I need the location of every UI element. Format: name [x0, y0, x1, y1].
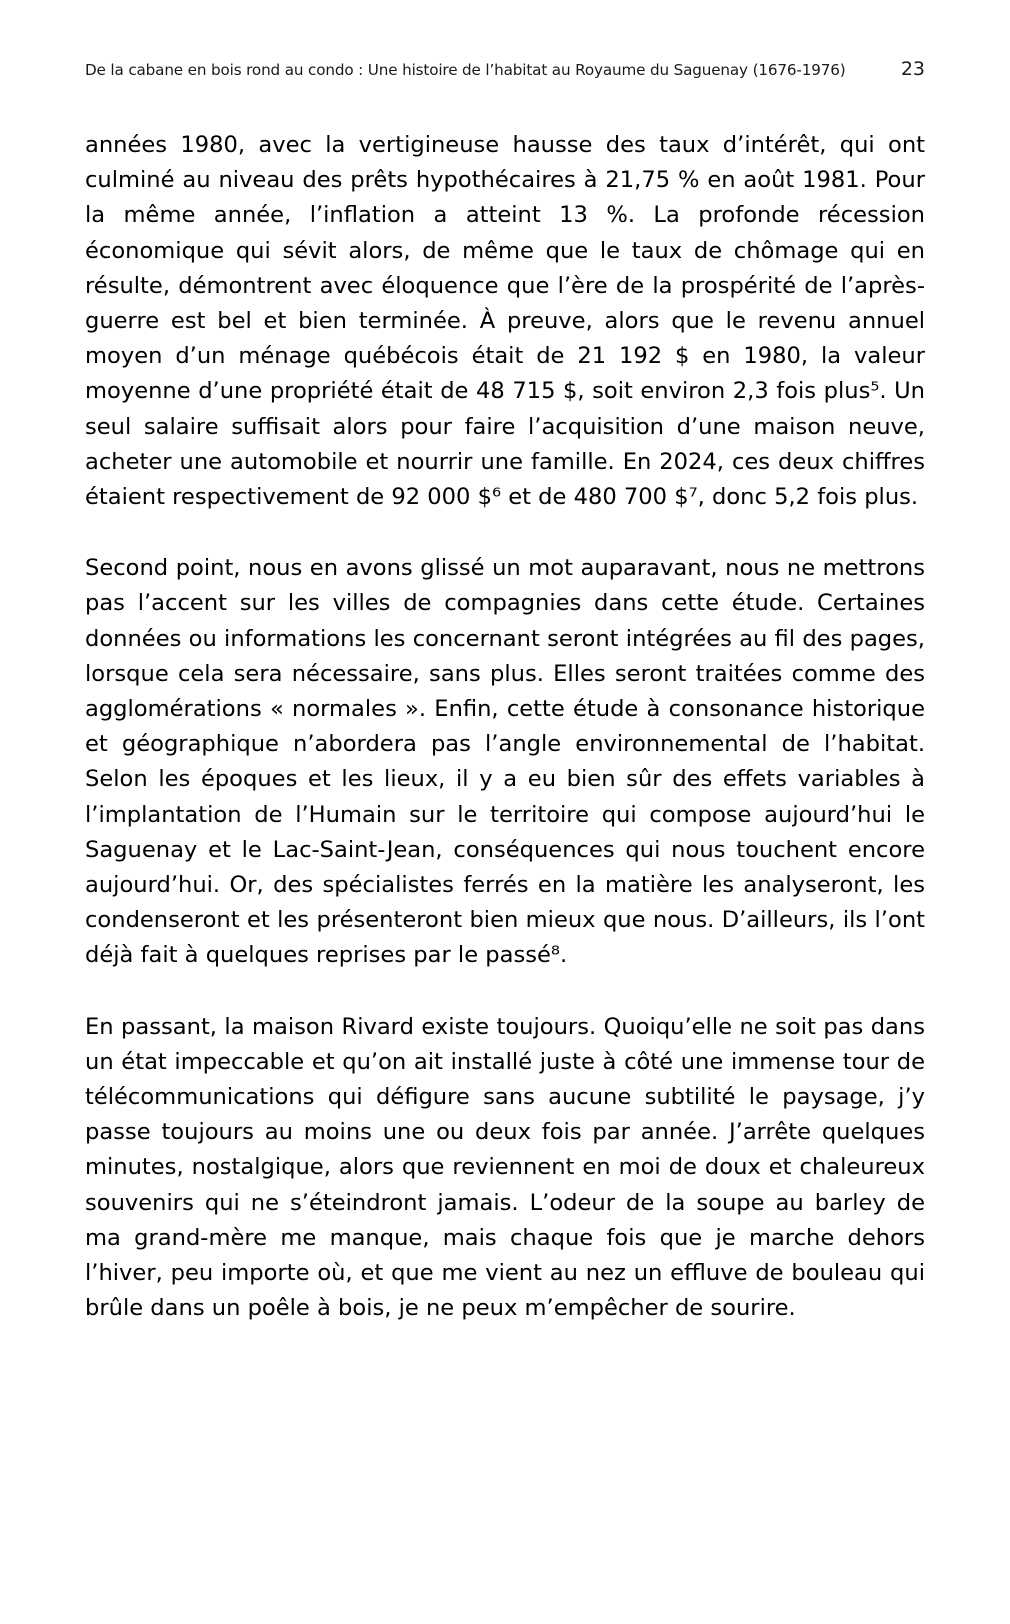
- page-number: 23: [900, 58, 925, 80]
- running-head-title: De la cabane en bois rond au condo : Une histoire de l’habitat au Royaume du Saguenay (1676-1976): [85, 61, 846, 79]
- body-text-column: [85, 128, 925, 1327]
- paragraph-1: années 1980, avec la vertigineuse hausse des taux d’intérêt, qui ont culminé au niveau des prêts hypothécaires à 21,75 % en août 1981. Pour la même année, l’inflation a atteint 13 %. La profonde récession économique qui sévit alors, de même que le taux de chômage qui en résulte, démontrent avec éloquence que l’ère de la prospérité de l’après-guerre est bel et bien terminée. À preuve, alors que le revenu annuel moyen d’un ménage québécois était de 21 192 $ en 1980, la valeur moyenne d’une propriété était de 48 715 $, soit environ 2,3 fois plus⁵. Un seul salaire suffisait alors pour faire l’acquisition d’une maison neuve, acheter une automobile et nourrir une famille. En 2024, ces deux chiffres étaient respectivement de 92 000 $⁶ et de 480 700 $⁷, donc 5,2 fois plus.: [85, 132, 925, 511]
- paragraph-3: En passant, la maison Rivard existe toujours. Quoiqu’elle ne soit pas dans un état impeccable et qu’on ait installé juste à côté une immense tour de télécommunications qui défigure sans aucune subtilité le paysage, j’y passe toujours au moins une ou deux fois par année. J’arrête quelques minutes, nostalgique, alors que reviennent en moi de doux et chaleureux souvenirs qui ne s’éteindront jamais. L’odeur de la soupe au barley de ma grand-mère me manque, mais chaque fois que je marche dehors l’hiver, peu importe où, et que me vient au nez un effluve de bouleau qui brûle dans un poêle à bois, je ne peux m’empêcher de sourire.: [85, 1013, 925, 1322]
- paragraph-2: Second point, nous en avons glissé un mot auparavant, nous ne mettrons pas l’accent sur les villes de compagnies dans cette étude. Certaines données ou informations les concernant seront intégrées au fil des pages, lorsque cela sera nécessaire, sans plus. Elles seront traitées comme des agglomérations « normales ». Enfin, cette étude à consonance historique et géographique n’abordera pas l’angle environnemental de l’habitat. Selon les époques et les lieux, il y a eu bien sûr des effets variables à l’implantation de l’Humain sur le territoire qui compose aujourd’hui le Saguenay et le Lac-Saint-Jean, conséquences qui nous touchent encore aujourd’hui. Or, des spécialistes ferrés en la matière les analyseront, les condenseront et les présenteront bien mieux que nous. D’ailleurs, ils l’ont déjà fait à quelques reprises par le passé⁸.: [85, 555, 925, 969]
- running-head: [85, 58, 925, 80]
